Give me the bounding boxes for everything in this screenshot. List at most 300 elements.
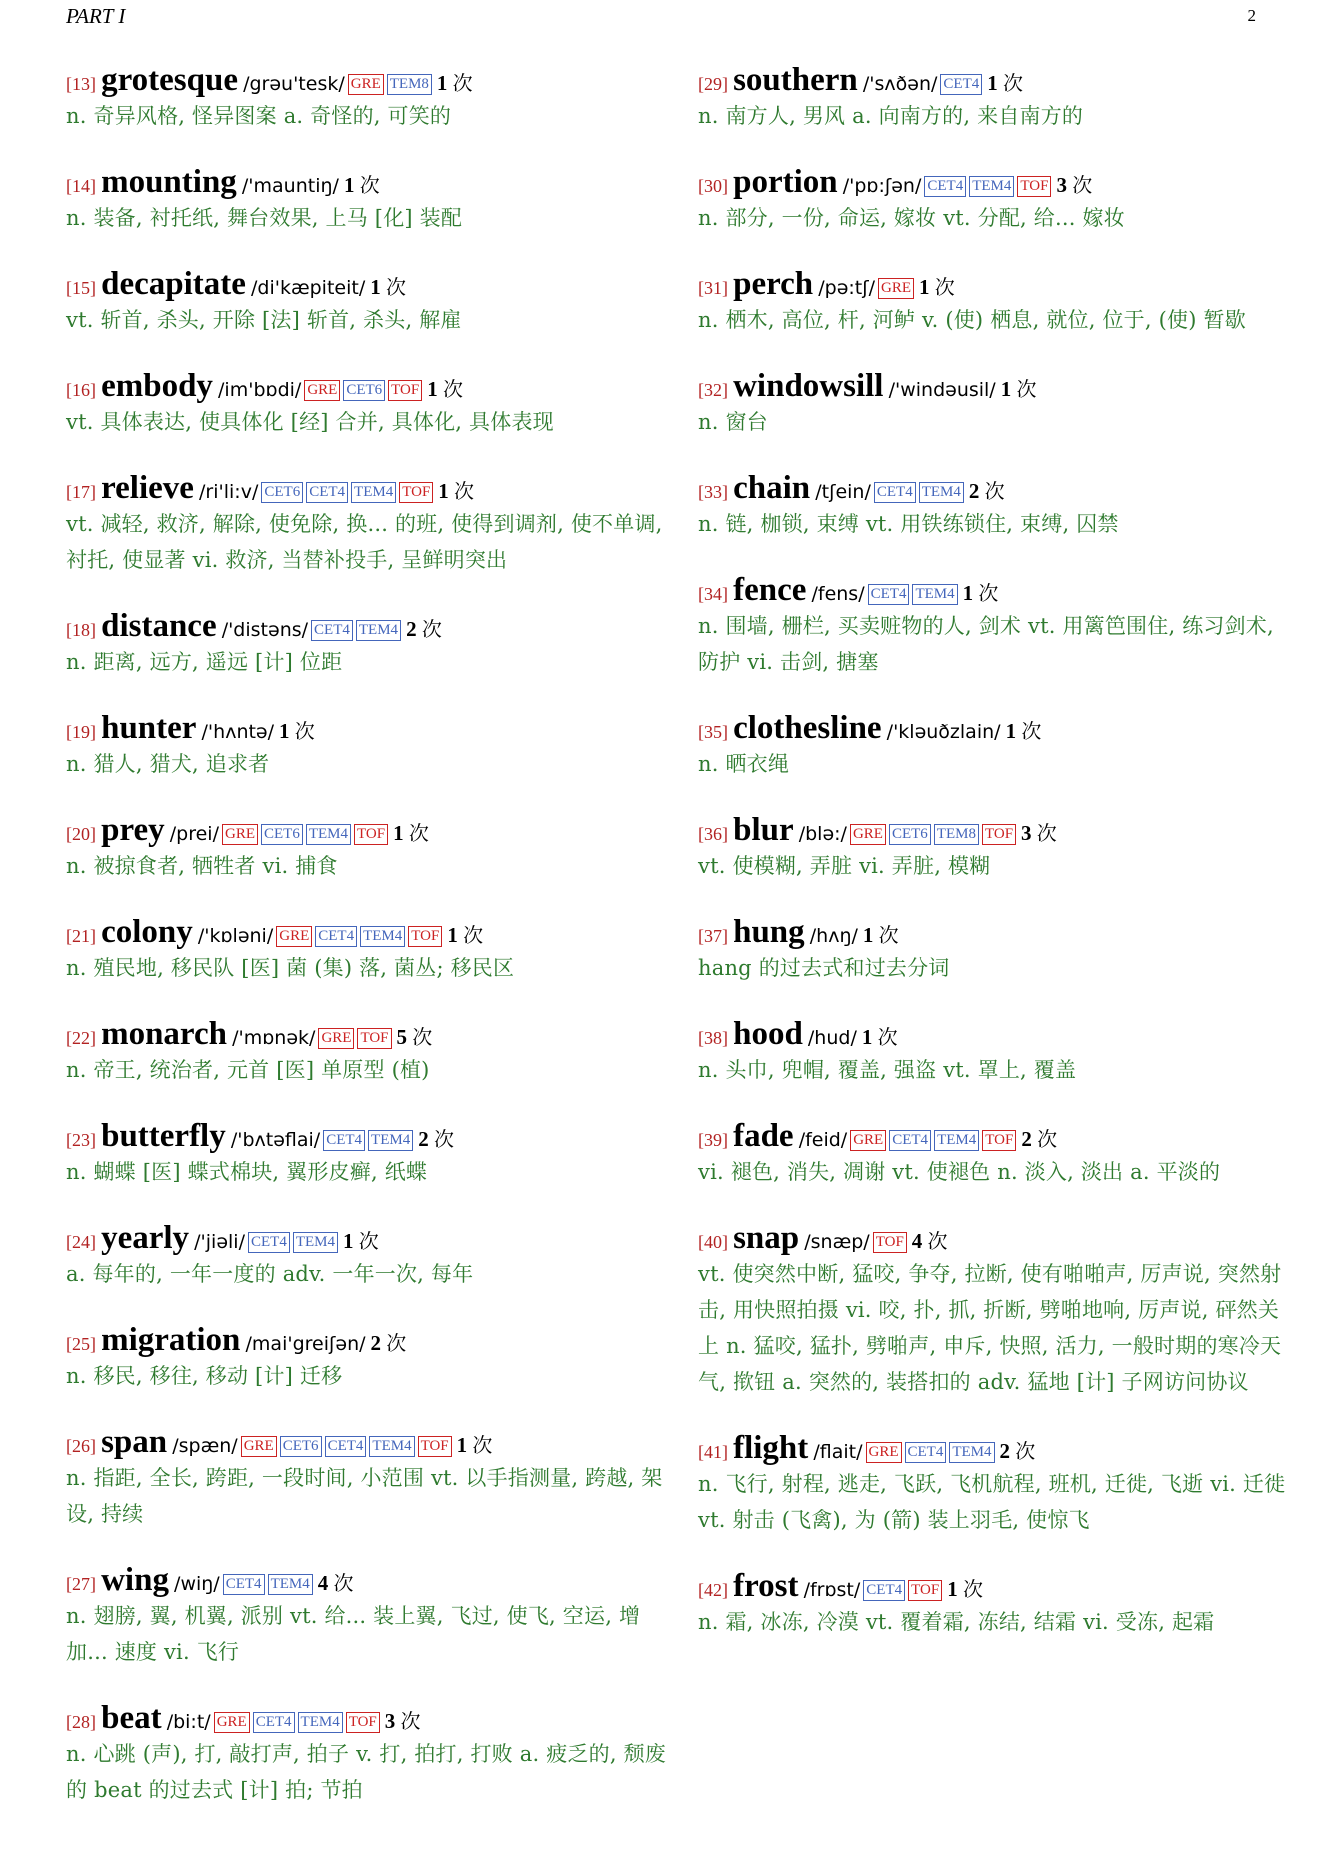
frequency-count (279, 719, 315, 743)
phonetic: /'mɒnək/ (232, 1027, 316, 1049)
phonetic: /'sʌðən/ (862, 73, 938, 95)
exam-tag: GRE (850, 824, 886, 845)
definition: vt. 具体表达, 使具体化 [经] 合并, 具体化, 具体表现 (66, 410, 554, 434)
entry-headline (66, 1016, 666, 1052)
entry-index: [14] (66, 176, 96, 196)
phonetic: /fens/ (811, 583, 865, 605)
count-unit: 次 (878, 925, 899, 947)
entry-headline (66, 1700, 666, 1736)
vocab-entry (66, 1424, 666, 1532)
frequency-count (947, 1577, 983, 1601)
count-unit: 次 (934, 277, 955, 299)
vocab-entry (698, 710, 1298, 782)
frequency-count (862, 1025, 898, 1049)
vocab-entry (698, 368, 1298, 440)
vocab-entry (698, 1430, 1298, 1538)
entry-index: [37] (698, 926, 728, 946)
entry-headline (66, 470, 666, 506)
count-unit: 次 (358, 1231, 379, 1253)
phonetic: /di'kæpiteit/ (250, 277, 366, 299)
page-number: 2 (1247, 6, 1256, 25)
entry-headline (66, 1118, 666, 1154)
frequency-count (969, 479, 1005, 503)
entry-headline (698, 812, 1298, 848)
entry-index: [22] (66, 1028, 96, 1048)
count-unit: 次 (1036, 823, 1057, 845)
count-value: 1 (862, 923, 874, 947)
count-value: 1 (1000, 377, 1012, 401)
part-title: PART I (66, 4, 126, 28)
exam-tag: TOF (908, 1580, 942, 1601)
count-value: 5 (396, 1025, 408, 1049)
exam-tag: TOF (873, 1232, 907, 1253)
entry-index: [41] (698, 1442, 728, 1462)
entry-index: [16] (66, 380, 96, 400)
definition: n. 指距, 全长, 跨距, 一段时间, 小范围 vt. 以手指测量, 跨越, 架设, 持续 (66, 1466, 663, 1526)
count-unit: 次 (463, 925, 484, 947)
frequency-count (1001, 377, 1037, 401)
frequency-count (370, 275, 406, 299)
count-value: 1 (987, 71, 998, 95)
definition: n. 链, 枷锁, 束缚 vt. 用铁练锁住, 束缚, 囚禁 (698, 512, 1119, 536)
vocab-entry (66, 1562, 666, 1670)
entry-headline (66, 812, 666, 848)
definition: a. 每年的, 一年一度的 adv. 一年一次, 每年 (66, 1262, 474, 1286)
headword: mounting (101, 164, 237, 200)
count-value: 1 (343, 1229, 354, 1253)
count-unit: 次 (1003, 73, 1023, 95)
exam-tag: CET4 (889, 1130, 931, 1151)
count-unit: 次 (294, 721, 315, 743)
headword: migration (101, 1322, 241, 1358)
entry-index: [20] (66, 824, 96, 844)
count-value: 1 (962, 581, 974, 605)
phonetic: /flait/ (813, 1441, 863, 1463)
count-unit: 次 (442, 379, 463, 401)
count-unit: 次 (1016, 379, 1037, 401)
page-header (66, 4, 1256, 34)
headword: butterfly (101, 1118, 226, 1154)
vocab-entry (698, 1568, 1298, 1640)
exam-tag: CET6 (261, 824, 303, 845)
exam-tag: TOF (982, 824, 1016, 845)
phonetic: /feid/ (798, 1129, 848, 1151)
exam-tag: CET4 (874, 482, 916, 503)
headword: yearly (101, 1220, 190, 1256)
count-value: 3 (384, 1709, 396, 1733)
frequency-count (919, 275, 955, 299)
count-value: 1 (919, 275, 930, 299)
vocab-entry (66, 914, 666, 986)
vocab-entry (698, 1220, 1298, 1400)
entry-index: [15] (66, 278, 96, 298)
count-unit: 次 (877, 1027, 898, 1049)
phonetic: /pə:tʃ/ (818, 277, 876, 299)
entry-headline (698, 164, 1298, 200)
exam-tag: GRE (866, 1442, 902, 1463)
vocab-entry (66, 164, 666, 236)
phonetic: /'kləuðzlain/ (886, 721, 1001, 743)
definition: n. 飞行, 射程, 逃走, 飞跃, 飞机航程, 班机, 迁徙, 飞逝 vi. 迁徙 vt. 射击 (飞禽), 为 (箭) 装上羽毛, 使惊飞 (698, 1472, 1286, 1532)
count-unit: 次 (385, 277, 406, 299)
exam-tag: GRE (214, 1712, 250, 1733)
entry-index: [21] (66, 926, 96, 946)
frequency-count (987, 71, 1023, 95)
count-unit: 次 (1021, 721, 1042, 743)
entry-index: [39] (698, 1130, 728, 1150)
vocab-entry (698, 1118, 1298, 1190)
exam-tag: CET4 (315, 926, 357, 947)
frequency-count (1006, 719, 1042, 743)
frequency-count (438, 479, 474, 503)
frequency-count (371, 1331, 407, 1355)
entry-index: [24] (66, 1232, 96, 1252)
entry-headline (698, 710, 1298, 746)
frequency-count (863, 923, 899, 947)
entry-headline (698, 266, 1298, 302)
entry-index: [42] (698, 1580, 728, 1600)
entry-index: [31] (698, 278, 728, 298)
definition: n. 部分, 一份, 命运, 嫁妆 vt. 分配, 给... 嫁妆 (698, 206, 1125, 230)
entry-headline (698, 368, 1298, 404)
frequency-count (1056, 173, 1092, 197)
exam-tag: CET4 (253, 1712, 295, 1733)
headword: monarch (101, 1016, 227, 1052)
phonetic: /ri'li:v/ (199, 481, 259, 503)
exam-tag: CET4 (940, 74, 982, 95)
headword: chain (733, 470, 811, 506)
headword: decapitate (101, 266, 246, 302)
vocab-entry (66, 1016, 666, 1088)
entry-headline (66, 1562, 666, 1598)
headword: hunter (101, 710, 197, 746)
count-value: 3 (1021, 821, 1032, 845)
exam-tag: GRE (318, 1028, 354, 1049)
frequency-count (447, 923, 483, 947)
entry-headline (698, 1016, 1298, 1052)
count-unit: 次 (927, 1231, 948, 1253)
phonetic: /'pɒ:ʃən/ (842, 175, 922, 197)
phonetic: /'mauntiŋ/ (241, 175, 339, 197)
definition: n. 奇异风格, 怪异图案 a. 奇怪的, 可笑的 (66, 104, 452, 128)
frequency-count (912, 1229, 948, 1253)
headword: hung (733, 914, 805, 950)
count-value: 1 (438, 479, 449, 503)
headword: blur (733, 812, 794, 848)
exam-tag: CET4 (863, 1580, 905, 1601)
exam-tag: CET6 (261, 482, 303, 503)
entry-index: [13] (66, 74, 96, 94)
phonetic: /mai'greiʃən/ (245, 1333, 366, 1355)
entry-index: [38] (698, 1028, 728, 1048)
entry-headline (66, 368, 666, 404)
definition: n. 头巾, 兜帽, 覆盖, 强盗 vt. 罩上, 覆盖 (698, 1058, 1077, 1082)
headword: fade (733, 1118, 794, 1154)
definition: vt. 斩首, 杀头, 开除 [法] 斩首, 杀头, 解雇 (66, 308, 462, 332)
vocab-entry (66, 1118, 666, 1190)
frequency-count (344, 173, 380, 197)
exam-tag: GRE (222, 824, 258, 845)
entry-headline (698, 914, 1298, 950)
vocab-entry (698, 914, 1298, 986)
headword: clothesline (733, 710, 882, 746)
exam-tag: TOF (346, 1712, 380, 1733)
headword: snap (733, 1220, 800, 1256)
exam-tag: TOF (1017, 176, 1051, 197)
entry-index: [27] (66, 1574, 96, 1594)
phonetic: /hud/ (807, 1027, 857, 1049)
definition: n. 翅膀, 翼, 机翼, 派别 vt. 给... 装上翼, 飞过, 使飞, 空运, 增加... 速度 vi. 飞行 (66, 1604, 641, 1664)
headword: southern (733, 62, 858, 98)
phonetic: /im'bɒdi/ (218, 379, 302, 401)
exam-tag: TOF (418, 1436, 452, 1457)
frequency-count (318, 1571, 354, 1595)
entry-headline (66, 1424, 666, 1460)
entry-headline (66, 914, 666, 950)
exam-tag: CET6 (280, 1436, 322, 1457)
definition: n. 移民, 移往, 移动 [计] 迁移 (66, 1364, 343, 1388)
entry-headline (698, 572, 1298, 608)
count-unit: 次 (454, 481, 475, 503)
entry-index: [29] (698, 74, 728, 94)
entry-headline (698, 1430, 1298, 1466)
exam-tag: TOF (408, 926, 442, 947)
phonetic: /'jiəli/ (194, 1231, 245, 1253)
entry-index: [18] (66, 620, 96, 640)
entry-headline (698, 1568, 1298, 1604)
exam-tag: TEM8 (934, 824, 979, 845)
definition: n. 栖木, 高位, 杆, 河鲈 v. (使) 栖息, 就位, 位于, (使) 暂歇 (698, 308, 1246, 332)
frequency-count (437, 71, 473, 95)
exam-tag: TEM4 (293, 1232, 338, 1253)
entry-index: [17] (66, 482, 96, 502)
exam-tag: TEM4 (360, 926, 405, 947)
count-value: 2 (406, 617, 417, 641)
phonetic: /snæp/ (804, 1231, 870, 1253)
count-value: 1 (947, 1577, 958, 1601)
headword: perch (733, 266, 814, 302)
exam-tag: TEM8 (387, 74, 432, 95)
frequency-count (963, 581, 999, 605)
definition: n. 窗台 (698, 410, 768, 434)
count-value: 4 (911, 1229, 923, 1253)
count-value: 2 (370, 1331, 382, 1355)
vocab-entry (698, 62, 1298, 134)
entry-index: [33] (698, 482, 728, 502)
vocab-entry (66, 1322, 666, 1394)
exam-tag: TEM4 (934, 1130, 979, 1151)
frequency-count (457, 1433, 493, 1457)
entry-index: [34] (698, 584, 728, 604)
headword: relieve (101, 470, 194, 506)
exam-tag: CET4 (868, 584, 910, 605)
count-unit: 次 (984, 481, 1005, 503)
headword: fence (733, 572, 807, 608)
count-value: 2 (418, 1127, 429, 1151)
phonetic: /tʃein/ (815, 481, 871, 503)
exam-tag: TEM4 (268, 1574, 313, 1595)
vocab-entry (698, 572, 1298, 680)
entry-headline (698, 62, 1298, 98)
definition: n. 被掠食者, 牺牲者 vi. 捕食 (66, 854, 338, 878)
vocab-entry (698, 164, 1298, 236)
entry-index: [35] (698, 722, 728, 742)
count-unit: 次 (412, 1027, 433, 1049)
headword: prey (101, 812, 165, 848)
count-unit: 次 (1072, 175, 1093, 197)
entry-index: [26] (66, 1436, 96, 1456)
entry-index: [30] (698, 176, 728, 196)
definition: n. 围墙, 栅栏, 买卖赃物的人, 剑术 vt. 用篱笆围住, 练习剑术, 防护 vi. 击剑, 搪塞 (698, 614, 1274, 674)
definition: n. 殖民地, 移民队 [医] 菌 (集) 落, 菌丛; 移民区 (66, 956, 515, 980)
vocab-entry (698, 470, 1298, 542)
count-unit: 次 (433, 1129, 454, 1151)
frequency-count (393, 821, 429, 845)
headword: hood (733, 1016, 803, 1052)
entry-index: [32] (698, 380, 728, 400)
count-value: 1 (861, 1025, 873, 1049)
definition: hang 的过去式和过去分词 (698, 956, 950, 980)
vocab-entry (698, 266, 1298, 338)
entry-index: [25] (66, 1334, 96, 1354)
entry-headline (66, 62, 666, 98)
count-unit: 次 (400, 1711, 421, 1733)
vocab-entry (66, 1700, 666, 1808)
exam-tag: TOF (399, 482, 433, 503)
exam-tag: GRE (878, 278, 914, 299)
entry-headline (698, 1118, 1298, 1154)
entry-index: [19] (66, 722, 96, 742)
phonetic: /'distəns/ (221, 619, 309, 641)
vocab-entry (66, 368, 666, 440)
count-unit: 次 (1037, 1129, 1058, 1151)
vocab-entry (698, 812, 1298, 884)
exam-tag: CET4 (325, 1436, 367, 1457)
exam-tag: TEM4 (298, 1712, 343, 1733)
headword: colony (101, 914, 193, 950)
count-value: 2 (1021, 1127, 1032, 1151)
entry-headline (66, 710, 666, 746)
count-value: 1 (279, 719, 290, 743)
vocab-entry (66, 812, 666, 884)
count-value: 1 (427, 377, 438, 401)
count-unit: 次 (386, 1333, 407, 1355)
exam-tag: GRE (241, 1436, 277, 1457)
count-value: 1 (436, 71, 448, 95)
vocab-entry (66, 1220, 666, 1292)
definition: vt. 使突然中断, 猛咬, 争夺, 拉断, 使有啪啪声, 厉声说, 突然射击, 用快照拍摄 vi. 咬, 扑, 抓, 折断, 劈啪地响, 厉声说, 砰然关上 n. 猛咬, 猛扑, 劈啪声, 申斥, 快照, 活力, 一般时期的寒冷天气, 揿钮 a. 突然的, 装搭扣的 adv. 猛地 [计] 子网访问协议 (698, 1262, 1282, 1394)
frequency-count (1000, 1439, 1036, 1463)
frequency-count (1021, 821, 1057, 845)
headword: distance (101, 608, 217, 644)
definition: n. 晒衣绳 (698, 752, 790, 776)
frequency-count (385, 1709, 421, 1733)
entry-headline (66, 164, 666, 200)
headword: embody (101, 368, 213, 404)
definition: n. 猎人, 猎犬, 追求者 (66, 752, 270, 776)
definition: vt. 减轻, 救济, 解除, 使免除, 换... 的班, 使得到调剂, 使不单调, 衬托, 使显著 vi. 救济, 当替补投手, 呈鲜明突出 (66, 512, 663, 572)
entry-headline (66, 608, 666, 644)
exam-tag: TOF (357, 1028, 391, 1049)
exam-tag: TEM4 (368, 1130, 413, 1151)
exam-tag: GRE (304, 380, 340, 401)
exam-tag: TEM4 (919, 482, 964, 503)
exam-tag: TEM4 (369, 1436, 414, 1457)
exam-tag: TEM4 (912, 584, 957, 605)
definition: n. 霜, 冰冻, 冷漠 vt. 覆着霜, 冻结, 结霜 vi. 受冻, 起霜 (698, 1610, 1215, 1634)
exam-tag: GRE (276, 926, 312, 947)
frequency-count (1021, 1127, 1057, 1151)
frequency-count (343, 1229, 379, 1253)
frequency-count (427, 377, 463, 401)
count-unit: 次 (359, 175, 380, 197)
exam-tag: TOF (388, 380, 422, 401)
count-value: 3 (1056, 173, 1067, 197)
exam-tag: CET4 (924, 176, 966, 197)
entry-headline (66, 1220, 666, 1256)
count-value: 1 (447, 923, 458, 947)
entry-headline (698, 470, 1298, 506)
definition: n. 南方人, 男风 a. 向南方的, 来自南方的 (698, 104, 1084, 128)
exam-tag: CET6 (889, 824, 931, 845)
headword: flight (733, 1430, 809, 1466)
definition: vt. 使模糊, 弄脏 vi. 弄脏, 模糊 (698, 854, 991, 878)
phonetic: /spæn/ (172, 1435, 238, 1457)
exam-tag: TEM4 (969, 176, 1014, 197)
exam-tag: CET4 (323, 1130, 365, 1151)
count-value: 1 (393, 821, 404, 845)
exam-tag: CET4 (306, 482, 348, 503)
definition: vi. 褪色, 消失, 凋谢 vt. 使褪色 n. 淡入, 淡出 a. 平淡的 (698, 1160, 1221, 1184)
headword: frost (733, 1568, 799, 1604)
count-value: 1 (343, 173, 355, 197)
count-value: 2 (999, 1439, 1011, 1463)
count-unit: 次 (1015, 1441, 1036, 1463)
exam-tag: CET6 (343, 380, 385, 401)
count-value: 1 (1005, 719, 1017, 743)
exam-tag: CET4 (248, 1232, 290, 1253)
count-value: 1 (370, 275, 381, 299)
exam-tag: CET4 (905, 1442, 947, 1463)
exam-tag: GRE (850, 1130, 886, 1151)
entry-headline (698, 1220, 1298, 1256)
headword: grotesque (101, 62, 238, 98)
count-value: 2 (968, 479, 980, 503)
headword: portion (733, 164, 838, 200)
phonetic: /prei/ (169, 823, 219, 845)
phonetic: /bi:t/ (166, 1711, 211, 1733)
phonetic: /wiŋ/ (174, 1573, 220, 1595)
vocab-entry (698, 1016, 1298, 1088)
count-unit: 次 (962, 1579, 983, 1601)
count-unit: 次 (452, 73, 473, 95)
phonetic: /grəu'tesk/ (243, 73, 345, 95)
headword: beat (101, 1700, 162, 1736)
exam-tag: TEM4 (351, 482, 396, 503)
definition: n. 心跳 (声), 打, 敲打声, 拍子 v. 打, 拍打, 打败 a. 疲乏的, 颓废的 beat 的过去式 [计] 拍; 节拍 (66, 1742, 666, 1802)
exam-tag: TEM4 (356, 620, 401, 641)
headword: span (101, 1424, 168, 1460)
vocab-entry (66, 608, 666, 680)
entry-index: [23] (66, 1130, 96, 1150)
entry-index: [40] (698, 1232, 728, 1252)
phonetic: /'windəusil/ (888, 379, 996, 401)
vocab-entry (66, 62, 666, 134)
exam-tag: GRE (348, 74, 384, 95)
headword: wing (101, 1562, 169, 1598)
vocab-entry (66, 470, 666, 578)
exam-tag: TOF (354, 824, 388, 845)
